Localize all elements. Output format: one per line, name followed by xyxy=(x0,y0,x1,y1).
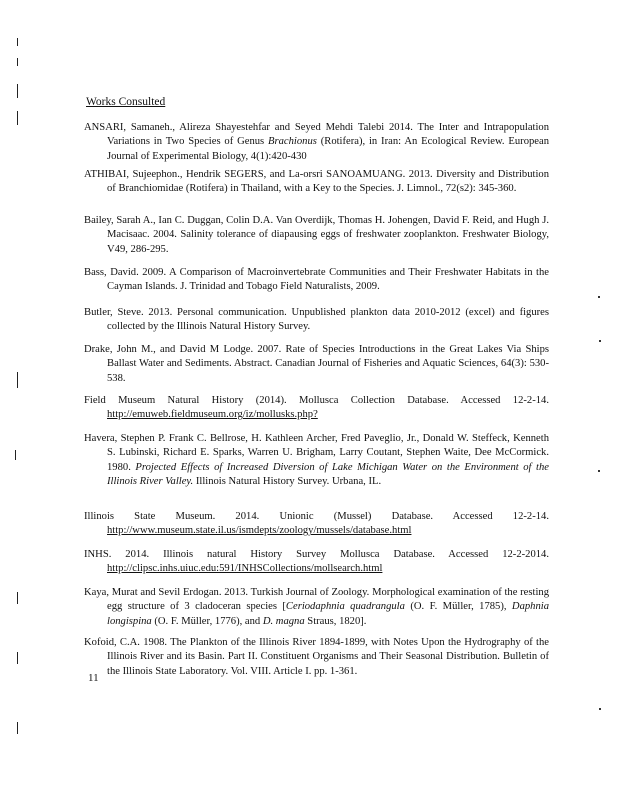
scan-edge-mark xyxy=(599,340,601,342)
reference-text: Straus, 1820]. xyxy=(304,615,367,627)
section-heading: Works Consulted xyxy=(86,96,166,108)
reference-text: Butler, Steve. 2013. Personal communication. Unpublished plankton data 2010-2012 (excel) and figures collected by the Illinois Natural History Survey. xyxy=(84,307,549,333)
reference-text: (O. F. Müller, 1785), xyxy=(404,601,512,613)
reference-text: (O. F. Müller, 1776), and xyxy=(151,615,263,627)
reference-entry xyxy=(84,586,549,629)
reference-text: Bass, David. 2009. A Comparison of Macroinvertebrate Communities and Their Freshwater Habitats in the Cayman Islands. J. Trinidad and Tobago Field Naturalists, 2009. xyxy=(84,267,549,293)
reference-url-link[interactable]: http://www.museum.state.il.us/ismdepts/zoology/mussels/database.html xyxy=(107,525,412,537)
reference-entry xyxy=(84,168,549,197)
reference-text: Havera, Stephen P. Frank C. Bellrose, H. Kathleen Archer, Fred Paveglio, Jr., Donald W. Steffeck, Kenneth S. Lubinski, Richard E. Sparks, Warren U. Brigham, Larry Coutant, Stephen Waite, Dee McCormick. 1980. xyxy=(84,433,549,473)
reference-entry xyxy=(84,394,549,423)
reference-entry xyxy=(84,510,549,539)
scan-edge-mark xyxy=(17,84,18,98)
reference-entry xyxy=(84,548,549,577)
scan-edge-mark xyxy=(17,592,18,604)
reference-text: Bailey, Sarah A., Ian C. Duggan, Colin D.A. Van Overdijk, Thomas H. Johengen, David F. Reid, and Hugh J. Macisaac. 2004. Salinity tolerance of diapausing eggs of freshwater zooplankton. Freshwater Biology, V49, 286-295. xyxy=(84,215,549,255)
reference-text: Kaya, Murat and Sevil Erdogan. 2013. Turkish Journal of Zoology. Morphological examination of the resting egg structure of 3 cladoceran species [ xyxy=(84,587,549,613)
scan-edge-mark xyxy=(17,58,18,66)
reference-text: Kofoid, C.A. 1908. The Plankton of the Illinois River 1894-1899, with Notes Upon the Hydrography of the Illinois River and its Basin. Part II. Constituent Organisms and Their Seasonal Distribution. Bulletin of the Illinois State Laboratory. Vol. VIII. Article I. pp. 1-361. xyxy=(84,637,549,677)
scan-edge-mark xyxy=(17,652,18,664)
reference-entry xyxy=(84,636,549,679)
reference-entry xyxy=(84,266,549,295)
scan-edge-mark xyxy=(17,111,18,125)
reference-italic-title: Ceriodaphnia quadrangula xyxy=(285,601,405,613)
scan-edge-mark xyxy=(598,296,600,298)
reference-url-link[interactable]: http://clipsc.inhs.uiuc.edu:591/INHSCollections/mollsearch.html xyxy=(107,563,383,575)
reference-text: Field Museum Natural History (2014). Mollusca Collection Database. Accessed 12-2-14. xyxy=(84,395,549,406)
reference-text: ATHIBAI, Sujeephon., Hendrik SEGERS, and La-orsri SANOAMUANG. 2013. Diversity and Distribution of Branchiomidae (Rotifera) in Thailand, with a Key to the Species. J. Limnol., 72(s2): 345-360. xyxy=(84,169,549,195)
scan-edge-mark xyxy=(15,450,16,460)
reference-italic-title: Projected Effects of Increased Diversion of Lake Michigan Water on the Environment of the Illinois River Valley. xyxy=(107,461,549,488)
reference-text: Drake, John M., and David M Lodge. 2007. Rate of Species Introductions in the Great Lakes Via Ships Ballast Water and Sediments. Abstract. Canadian Journal of Fisheries and Aquatic Sciences, 64(3): 530-538. xyxy=(84,344,549,384)
reference-italic-title: Brachionus xyxy=(268,136,317,148)
scan-edge-mark xyxy=(17,372,18,388)
reference-text: ANSARI, Samaneh., Alireza Shayestehfar and Seyed Mehdi Talebi 2014. The Inter and Intrapopulation Variations in Two Species of Genus xyxy=(84,122,549,148)
reference-text: Illinois Natural History Survey. Urbana, IL. xyxy=(193,476,382,488)
page-number: 11 xyxy=(88,672,99,684)
scan-edge-mark xyxy=(598,470,600,472)
reference-italic-title: D. magna xyxy=(262,615,305,627)
scan-edge-mark xyxy=(599,708,601,710)
reference-entry xyxy=(84,306,549,335)
reference-url-link[interactable]: http://emuweb.fieldmuseum.org/iz/mollusks.php? xyxy=(107,409,318,421)
reference-entry xyxy=(84,343,549,386)
reference-text: INHS. 2014. Illinois natural History Survey Mollusca Database. Accessed 12-2-2014. xyxy=(84,549,549,560)
scan-edge-mark xyxy=(17,38,18,46)
reference-text: (Rotifera), in Iran: An Ecological Review. European Journal of Experimental Biology, 4(1):420-430 xyxy=(107,136,550,162)
reference-entry xyxy=(84,121,549,164)
reference-text: Illinois State Museum. 2014. Unionic (Mussel) Database. Accessed 12-2-14. xyxy=(84,511,549,522)
reference-italic-title: Daphnia longispina xyxy=(107,601,549,627)
reference-entry xyxy=(84,432,549,490)
reference-entry xyxy=(84,214,549,257)
scan-edge-mark xyxy=(17,722,18,734)
